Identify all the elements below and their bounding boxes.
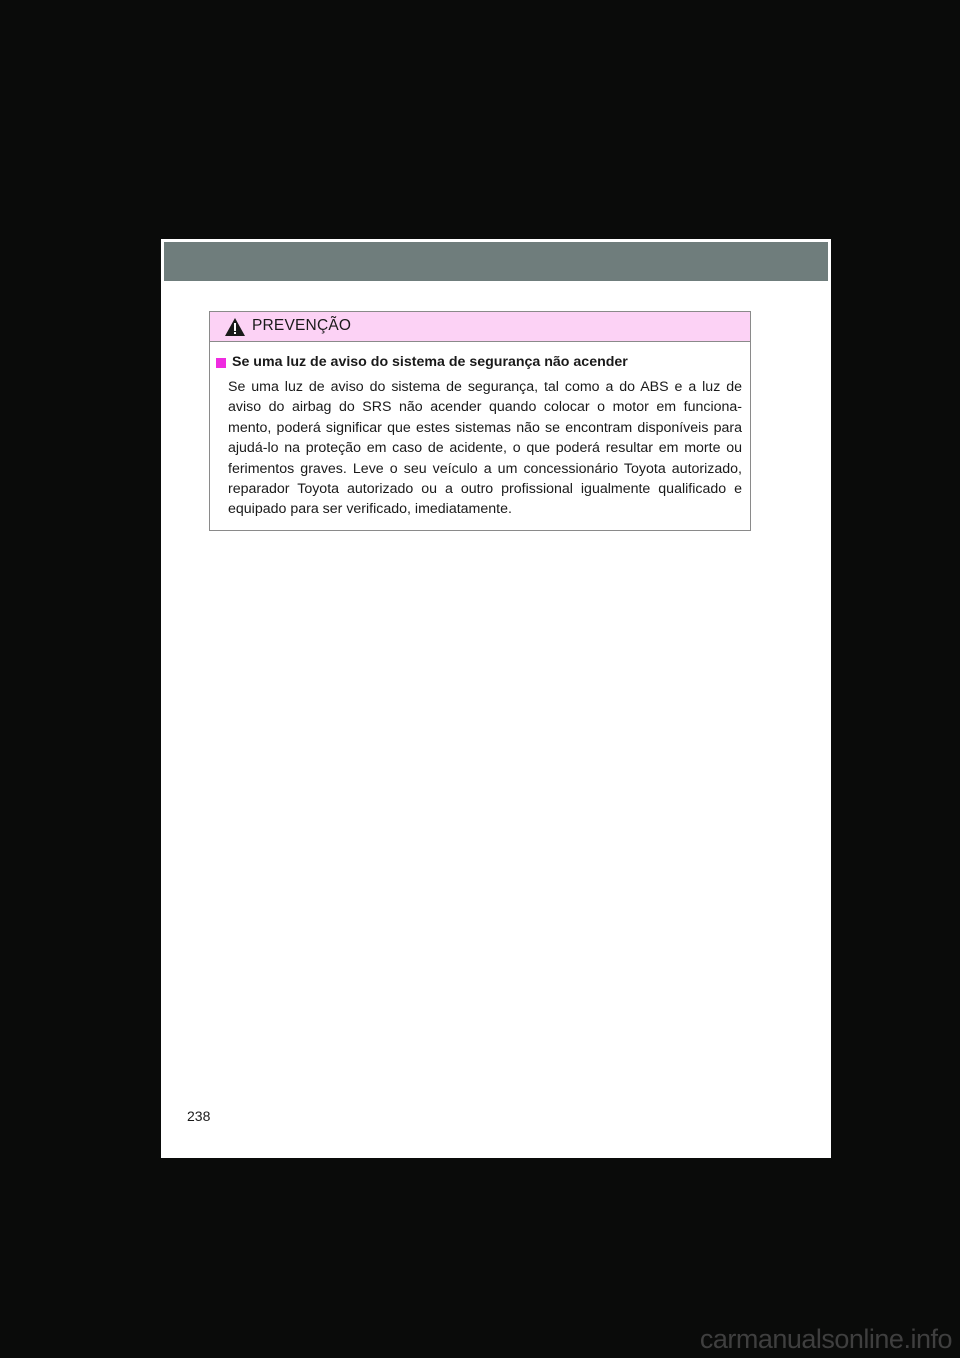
warning-box [209, 311, 751, 531]
warning-item-heading [216, 354, 628, 370]
warning-title: PREVENÇÃO [252, 317, 352, 334]
watermark: carmanualsonline.info [699, 1324, 952, 1354]
header-bar [164, 242, 828, 281]
warning-triangle-icon [224, 317, 246, 337]
warning-item-heading-text: Se uma luz de aviso do sistema de segurança não acender [232, 354, 628, 370]
page-number: 238 [187, 1108, 211, 1124]
manual-page [161, 239, 831, 1158]
warning-header [210, 312, 750, 342]
warning-item-body: Se uma luz de aviso do sistema de segurança, tal como a do ABS e a luz de aviso do airbag do SRS não acender quando colocar o motor em funciona-mento, poderá significar que estes sistemas não se encontram disponíveis para ajudá-lo na proteção em caso de acidente, o que poderá resultar em morte ou ferimentos graves. Leve o seu veículo a um concessionário Toyota autorizado, reparador Toyota autorizado ou a outro profissional igualmente qualificado e equipado para ser verificado, imediatamente. [228, 379, 742, 518]
square-bullet-icon [216, 358, 226, 368]
